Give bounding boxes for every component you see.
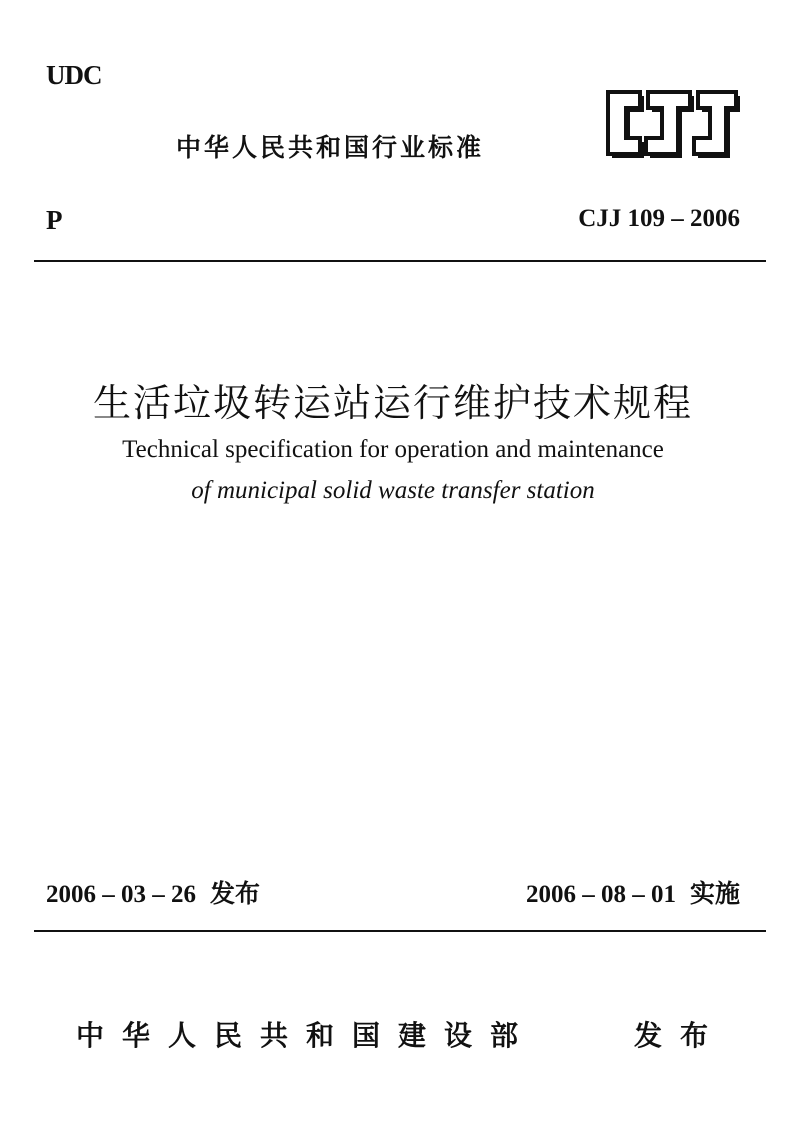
title-chinese: 生活垃圾转运站运行维护技术规程	[92, 381, 693, 425]
publisher-name: 中华人民共和国建设部	[76, 1019, 537, 1052]
implement-label: 实施	[689, 879, 740, 908]
standard-number: CJJ 109 – 2006	[578, 205, 740, 232]
title-english-line1: Technical specification for operation and maintenance	[122, 436, 664, 463]
implement-date-block	[526, 874, 740, 910]
issue-label: 发布	[210, 879, 261, 908]
issue-date-block	[46, 874, 260, 910]
cjj-logo	[600, 88, 742, 160]
bottom-divider	[34, 930, 766, 932]
top-divider	[34, 260, 766, 262]
standard-type: 中华人民共和国行业标准	[176, 133, 485, 162]
classification-code: P	[46, 205, 63, 235]
publish-label: 发布	[634, 1019, 727, 1052]
issue-date: 2006 – 03 – 26	[46, 881, 196, 908]
implement-date: 2006 – 08 – 01	[525, 881, 676, 908]
title-english-line2: of municipal solid waste transfer station	[191, 477, 595, 504]
udc-label: UDC	[46, 60, 102, 90]
cjj-logo-face	[608, 92, 736, 154]
